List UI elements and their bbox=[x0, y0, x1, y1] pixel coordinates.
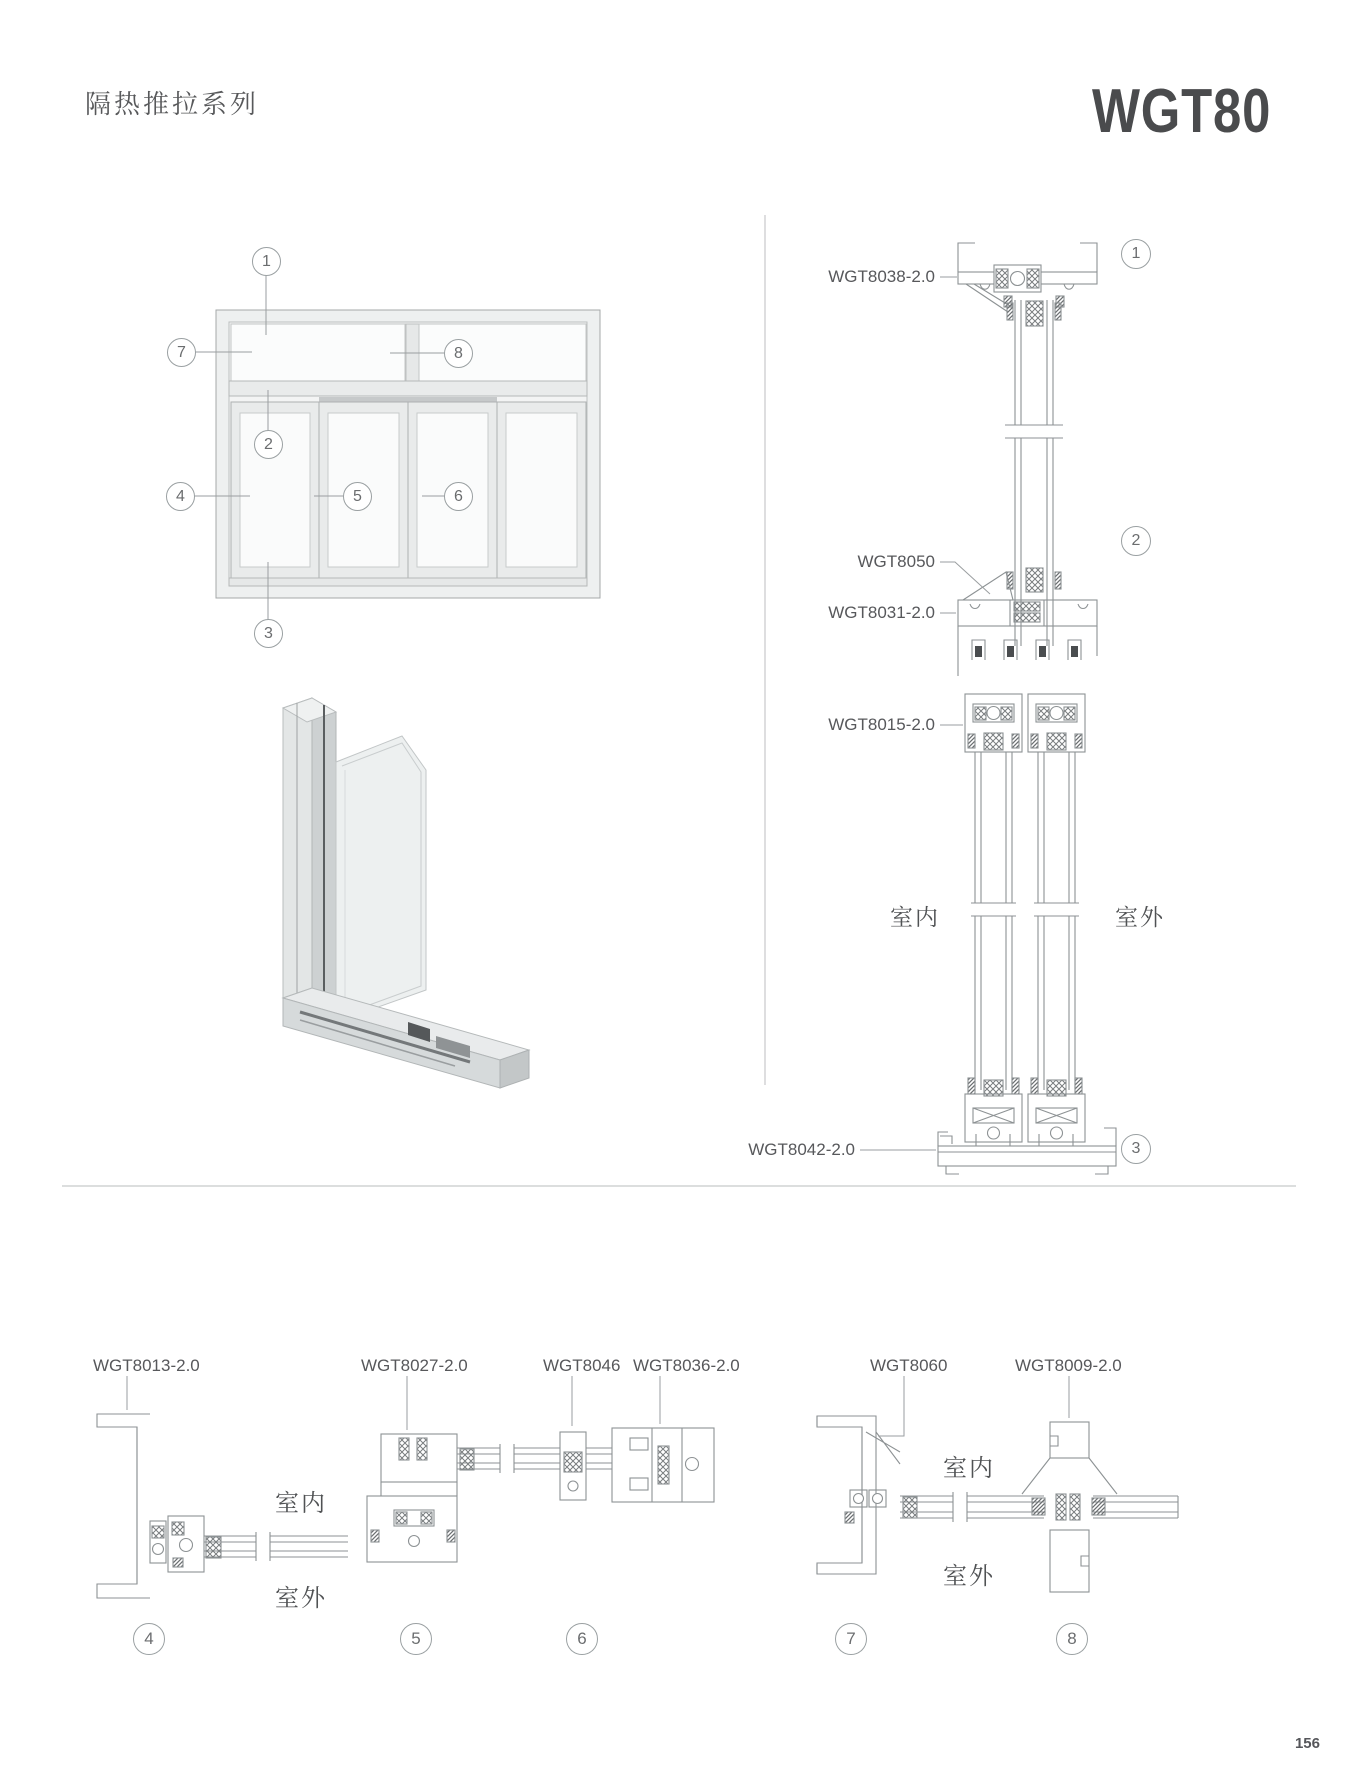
callout-number: 3 bbox=[1131, 1140, 1141, 1157]
part-label-wgt8046: WGT8046 bbox=[543, 1356, 621, 1375]
section-callout-2 bbox=[1121, 526, 1151, 556]
bottom-callout-4 bbox=[133, 1623, 165, 1655]
page-title: 隔热推拉系列 bbox=[85, 89, 260, 119]
elevation-callout-1 bbox=[252, 247, 281, 276]
part-label-wgt8027: WGT8027-2.0 bbox=[361, 1356, 468, 1375]
callout-number: 7 bbox=[177, 343, 186, 361]
callout-number: 2 bbox=[1131, 532, 1141, 549]
part-label-wgt8038: WGT8038-2.0 bbox=[828, 267, 935, 286]
bottom-callout-5 bbox=[400, 1623, 432, 1655]
outdoor-label-vertical: 室外 bbox=[1115, 904, 1165, 930]
vertical-section-leaders bbox=[857, 277, 990, 1150]
callout-number: 4 bbox=[176, 487, 185, 505]
part-label-wgt8009: WGT8009-2.0 bbox=[1015, 1356, 1122, 1375]
indoor-label-right-group: 室内 bbox=[943, 1455, 995, 1482]
part-label-wgt8050: WGT8050 bbox=[857, 552, 935, 571]
callout-number: 1 bbox=[262, 252, 271, 270]
elevation-callout-7 bbox=[167, 338, 196, 367]
elevation-callout-8 bbox=[444, 339, 473, 368]
callout-number: 6 bbox=[454, 487, 463, 505]
callout-number: 1 bbox=[1131, 245, 1141, 262]
indoor-label-vertical: 室内 bbox=[890, 904, 940, 930]
callout-number: 8 bbox=[454, 344, 463, 362]
part-label-wgt8042: WGT8042-2.0 bbox=[748, 1140, 855, 1159]
bottom-callout-6 bbox=[566, 1623, 598, 1655]
callout-number: 4 bbox=[144, 1629, 154, 1648]
section-callout-3 bbox=[1121, 1134, 1151, 1164]
horizontal-sections-drawing bbox=[97, 1414, 1178, 1598]
vertical-section-drawing bbox=[938, 243, 1116, 1174]
isometric-profile-render bbox=[283, 698, 529, 1088]
page-number: 156 bbox=[1294, 1735, 1320, 1752]
series-code: WGT80 bbox=[1092, 77, 1272, 146]
elevation-callout-3 bbox=[254, 619, 283, 648]
bottom-callout-8 bbox=[1056, 1623, 1088, 1655]
callout-number: 8 bbox=[1067, 1629, 1077, 1648]
part-label-wgt8015: WGT8015-2.0 bbox=[828, 715, 935, 734]
section-callout-1 bbox=[1121, 239, 1151, 269]
part-label-wgt8060: WGT8060 bbox=[870, 1356, 948, 1375]
outdoor-label-right-group: 室外 bbox=[943, 1563, 995, 1590]
callout-number: 6 bbox=[577, 1629, 587, 1648]
outdoor-label-left-group: 室外 bbox=[275, 1585, 327, 1612]
bottom-callout-7 bbox=[835, 1623, 867, 1655]
callout-number: 5 bbox=[353, 487, 362, 505]
callout-number: 7 bbox=[846, 1629, 856, 1648]
horizontal-section-leaders bbox=[127, 1376, 1069, 1436]
part-label-wgt8013: WGT8013-2.0 bbox=[93, 1356, 200, 1375]
elevation-callout-4 bbox=[166, 482, 195, 511]
elevation-callout-2 bbox=[254, 430, 283, 459]
part-label-wgt8031: WGT8031-2.0 bbox=[828, 603, 935, 622]
part-label-wgt8036: WGT8036-2.0 bbox=[633, 1356, 740, 1375]
callout-number: 3 bbox=[264, 624, 273, 642]
indoor-label-left-group: 室内 bbox=[275, 1490, 327, 1517]
callout-number: 5 bbox=[411, 1629, 421, 1648]
elevation-callout-6 bbox=[444, 482, 473, 511]
elevation-callout-5 bbox=[343, 482, 372, 511]
callout-number: 2 bbox=[264, 435, 273, 453]
